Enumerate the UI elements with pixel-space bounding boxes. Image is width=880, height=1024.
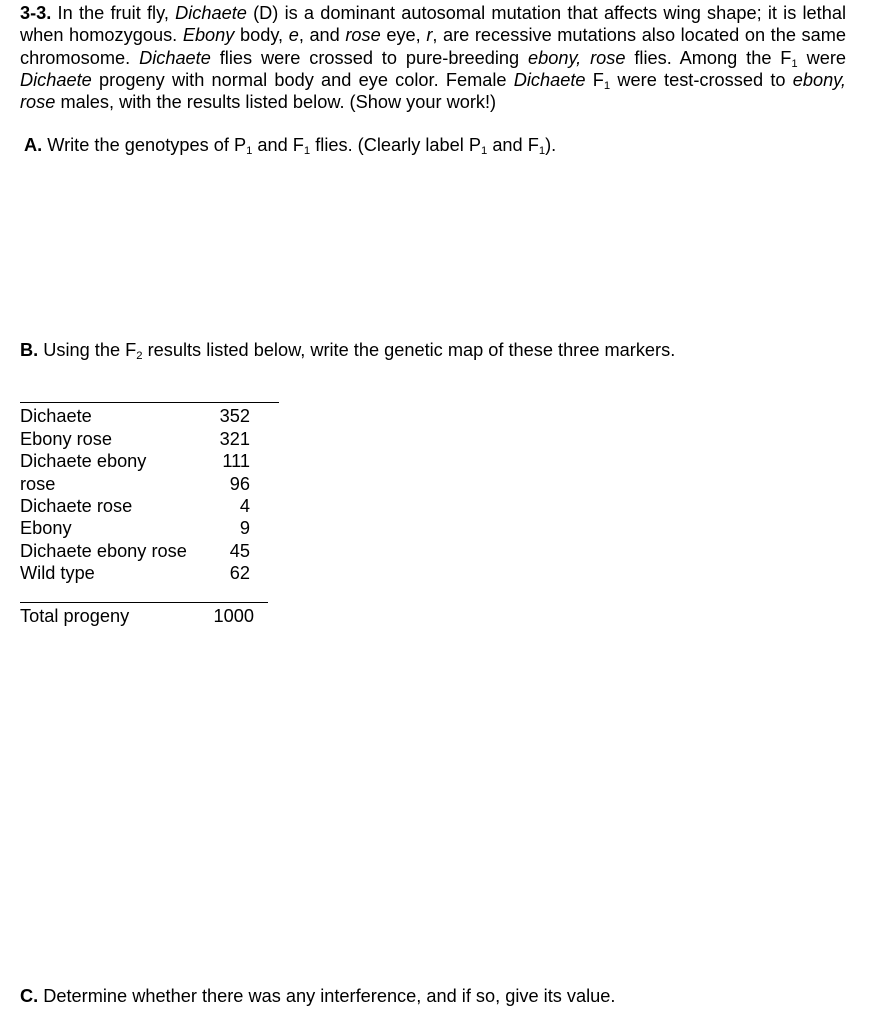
question-b-label: B. <box>20 340 39 360</box>
progeny-count: 9 <box>239 518 250 538</box>
progeny-count: 62 <box>229 563 250 583</box>
problem-statement: 3-3. In the fruit fly, Dichaete (D) is a dominant autosomal mutation that affects wing shape; it is lethal when homozygous. Ebony body, e, and rose eye, r, are recessive mutations also located on the same chromosome. Dichaete flies were crossed to pure-breeding ebony, rose flies. Among the $F_1$ were Dichaete progeny with normal body and eye color. Female Dichaete $F_1$ were test-crossed to ebony, rose males, with the results listed below. (Show your work!) <box>20 3 847 113</box>
table-row <box>20 450 250 472</box>
progeny-count: 4 <box>239 496 250 516</box>
problem-number: 3-3. <box>20 3 52 23</box>
phenotype-label: Dichaete rose <box>20 496 133 516</box>
progeny-count: 111 <box>222 451 250 471</box>
phenotype-label: Ebony rose <box>20 428 113 449</box>
table-row <box>20 517 250 539</box>
total-count: 1000 <box>213 606 254 626</box>
phenotype-label: Ebony <box>20 518 72 538</box>
table-row <box>20 540 250 562</box>
phenotype-label: Dichaete ebony <box>20 451 147 471</box>
total-row <box>20 605 254 627</box>
table-row <box>20 562 250 584</box>
question-b: B. Using the $F_2$ results listed below, write the genetic map of these three markers. <box>20 340 676 362</box>
progeny-count: 352 <box>219 406 250 426</box>
table-top-rule <box>20 402 279 403</box>
phenotype-label: rose <box>20 473 56 494</box>
question-c-label: C. <box>20 986 39 1006</box>
phenotype-label: Dichaete ebony rose <box>20 540 187 561</box>
progeny-count: 45 <box>229 540 250 561</box>
table-row <box>20 495 250 517</box>
phenotype-label: Wild type <box>20 563 95 583</box>
table-bottom-rule <box>20 602 268 603</box>
total-label: Total progeny <box>20 606 130 626</box>
table-row <box>20 428 250 450</box>
question-c: C. Determine whether there was any interference, and if so, give its value. <box>20 986 616 1006</box>
progeny-count: 321 <box>219 428 250 449</box>
progeny-count: 96 <box>229 473 250 494</box>
table-row <box>20 473 250 495</box>
table-row <box>20 405 250 427</box>
question-a-label: A. <box>24 135 43 155</box>
question-a: A. Write the genotypes of $P_1$ and $F_1$ flies. (Clearly label $P_1$ and $F_1$). <box>24 135 557 157</box>
phenotype-label: Dichaete <box>20 406 92 426</box>
